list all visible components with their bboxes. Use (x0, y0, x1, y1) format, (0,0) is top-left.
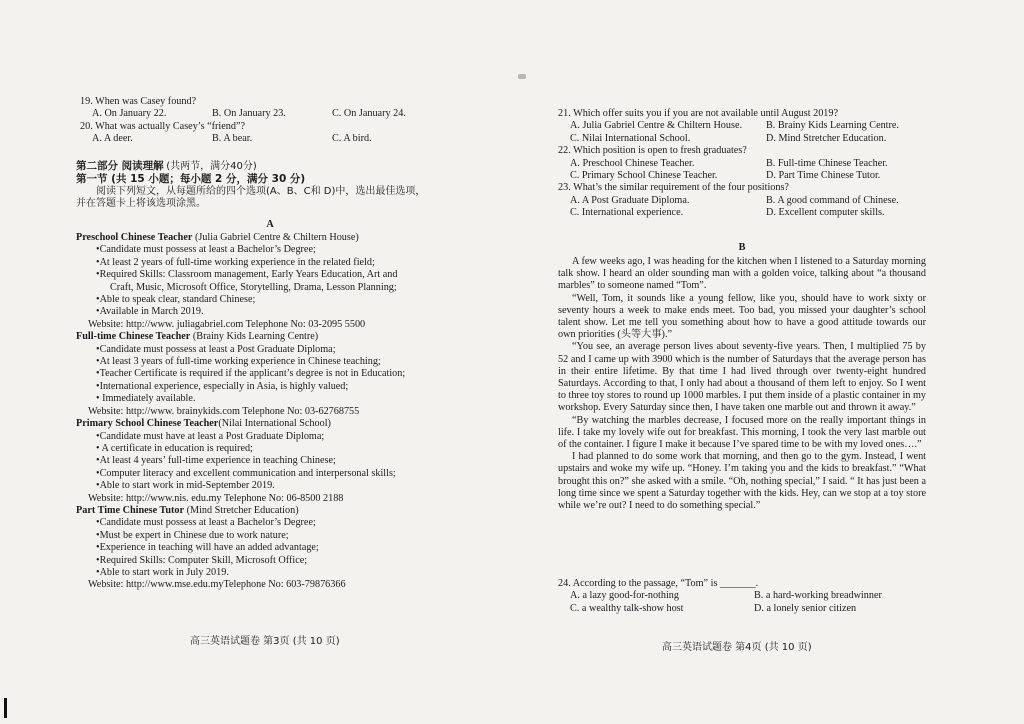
paragraph: “Well, Tom, it sounds like a young fellow, like you, should have to work sixty or seventy hours a week to make ends meet. Too bad, you missed your daughter’s school talent show. Let me tell you something about how to have a good attitude towards our own priorities (头等大事).” (558, 292, 926, 341)
question-24-options (558, 590, 882, 602)
paragraph: A few weeks ago, I was heading for the kitchen when I listened to a Saturday morning talk show. I heard an older sounding man with a golden voice, talking about “a thousand marbles” to someone named “Tom”. (558, 256, 926, 292)
question-22-options-2 (558, 170, 899, 182)
job-requirement: •Required Skills: Classroom management, Early Years Education, Art and (96, 269, 398, 281)
right-questions (558, 108, 899, 220)
job-requirement: •Available in March 2019. (96, 306, 204, 318)
option-d: D. Mind Stretcher Education. (766, 132, 887, 144)
option-b: B. On January 23. (212, 108, 286, 120)
job-requirement: •Able to speak clear, standard Chinese; (96, 294, 256, 306)
job-requirement: •Teacher Certificate is required if the applicant’s degree is not in Education; (96, 368, 406, 380)
job-requirement: •Experience in teaching will have an added advantage; (96, 542, 319, 554)
option-c: C. On January 24. (332, 108, 406, 120)
question-20-options (80, 133, 406, 145)
part2-points: (共两节，满分40分) (166, 161, 257, 172)
option-a: A. a lazy good-for-nothing (570, 590, 679, 602)
job-requirement: •Candidate must possess at least a Bachelor’s Degree; (96, 244, 316, 256)
job-website: Website: http://www. brainykids.com Telephone No: 03-62768755 (88, 405, 360, 417)
paragraph: “You see, an average person lives about seventy-five years. Then, I multiplied 75 by 52 and I came up with 3900 which is the number of Saturdays that the average person has in their entire lifetime. By that time I had lived through over twenty-eight hundred Saturdays. According to that, I only had about a thousand of them left to enjoy. So I went to three toy stores to round up 1000 marbles. I put them inside of a plastic container in my workshop. Every Saturday since then, I have taken one marble out and thrown it away.” (558, 341, 926, 414)
job-title: Primary School Chinese Teacher(Nilai International School) (76, 418, 331, 430)
left-page-footer: 高三英语试题卷 第3页 (共 10 页) (190, 636, 340, 647)
job-listings (76, 232, 405, 592)
paragraph: “By watching the marbles decrease, I focused more on the really important things in life. I take my lovely wife out for breakfast. This morning, I took the very last marble out of the container. I figure I make it because I’ve spared time to be with my loved ones….” (558, 414, 926, 451)
option-b: B. Brainy Kids Learning Centre. (766, 120, 899, 132)
question-23: 23. What’s the similar requirement of the four positions? (558, 182, 789, 194)
question-24-options-2 (558, 603, 882, 615)
instruction-line-2: 并在答题卡上将该选项涂黑。 (76, 198, 206, 210)
job-title: Preschool Chinese Teacher (Julia Gabriel Centre & Chiltern House) (76, 232, 359, 243)
section1-heading: 第一节 (共 15 小题；每小题 2 分，满分 30 分) (76, 173, 306, 186)
passage-b-letter: B (738, 242, 746, 253)
job-website: Website: http://www.mse.edu.myTelephone No: 603-79876366 (88, 579, 346, 591)
part2-title: 第二部分 阅读理解 (76, 160, 164, 172)
question-19-options (80, 108, 406, 120)
passage-a-letter: A (266, 219, 274, 230)
option-a: A. A deer. (92, 133, 133, 145)
question-24: 24. According to the passage, “Tom” is _______. (558, 578, 759, 589)
reading-section-header (76, 160, 425, 211)
job-requirement: • A certificate in education is required; (96, 442, 253, 454)
job-requirement: •Required Skills: Computer Skill, Microsoft Office; (96, 554, 308, 566)
paragraph: I had planned to do some work that morning, and then go to the gym. Instead, I went upstairs and woke my wife up. “Honey. I’m taking you and the kids to breakfast.” “What brought this on?” she asked with a smile. “Oh, nothing special,” I said. “ It has just been a long time since we spent a Saturday together with the kids. Hey, can we stop at a toy store while we’re out? I need to do something special.” (558, 451, 926, 512)
job-requirement: •Candidate must possess at least a Post Graduate Diploma; (96, 343, 336, 355)
question-19: 19. When was Casey found? (80, 96, 197, 107)
instruction-line-1: 阅读下列短文，从每题所给的四个选项(A、B、C和 D)中，选出最佳选项， (96, 185, 426, 197)
job-requirement: •Computer literacy and excellent communication and interpersonal skills; (96, 467, 396, 479)
question-23-options (558, 195, 899, 207)
job-requirement: •Able to start work in mid-September 2019. (96, 480, 275, 492)
question-21-options (558, 120, 899, 132)
question-21-options-2 (558, 133, 899, 145)
option-a: A. A Post Graduate Diploma. (570, 194, 690, 206)
option-c: C. Primary School Chinese Teacher. (570, 170, 718, 182)
job-requirement: • Immediately available. (96, 393, 196, 405)
job-website: Website: http://www. juliagabriel.com Telephone No: 03-2095 5500 (88, 318, 366, 330)
question-22-options (558, 158, 899, 170)
job-requirement: •Candidate must have at least a Post Graduate Diploma; (96, 430, 325, 442)
option-c: C. a wealthy talk-show host (570, 602, 684, 614)
option-b: B. Full-time Chinese Teacher. (766, 157, 888, 169)
option-b: B. A good command of Chinese. (766, 194, 899, 206)
option-c: C. Nilai International School. (570, 132, 691, 144)
option-c: C. International experience. (570, 207, 684, 219)
option-a: A. Julia Gabriel Centre & Chiltern House. (570, 120, 743, 132)
passage-b (558, 256, 926, 512)
right-page (512, 0, 1024, 724)
question-23-options-2 (558, 207, 899, 219)
option-b: B. a hard-working breadwinner (754, 590, 882, 602)
question-22: 22. Which position is open to fresh graduates? (558, 145, 747, 157)
option-b: B. A bear. (212, 133, 253, 145)
question-21: 21. Which offer suits you if you are not available until August 2019? (558, 108, 839, 119)
job-requirement: •International experience, especially in Asia, is highly valued; (96, 380, 349, 392)
option-a: A. On January 22. (92, 108, 167, 120)
right-page-footer: 高三英语试题卷 第4页 (共 10 页) (662, 642, 812, 653)
option-a: A. Preschool Chinese Teacher. (570, 157, 695, 169)
option-d: D. Excellent computer skills. (766, 207, 885, 219)
option-c: C. A bird. (332, 133, 372, 145)
scan-smudge (518, 74, 526, 79)
question-20: 20. What was actually Casey’s “friend”? (80, 120, 246, 132)
job-requirement: •Must be expert in Chinese due to work nature; (96, 529, 289, 541)
job-requirement: •Candidate must possess at least a Bachelor’s Degree; (96, 517, 316, 529)
scan-edge-mark (4, 698, 7, 718)
part2-heading (76, 160, 425, 173)
left-questions (80, 96, 406, 146)
option-d: D. Part Time Chinese Tutor. (766, 170, 881, 182)
job-requirement: •At least 4 years’ full-time experience in teaching Chinese; (96, 455, 336, 467)
job-requirement: •At least 2 years of full-time working experience in the related field; (96, 256, 375, 268)
question-24-block (558, 578, 882, 615)
job-requirement: •Able to start work in July 2019. (96, 566, 229, 578)
option-d: D. a lonely senior citizen (754, 602, 857, 614)
job-website: Website: http://www.nis. edu.my Telephone No: 06-8500 2188 (88, 492, 344, 504)
job-title: Part Time Chinese Tutor (Mind Stretcher Education) (76, 504, 299, 516)
job-requirement: Craft, Music, Microsoft Office, Storytelling, Drama, Lesson Planning; (110, 281, 397, 293)
job-title: Full-time Chinese Teacher (Brainy Kids Learning Centre) (76, 331, 319, 343)
job-requirement: •At least 3 years of full-time working experience in Chinese teaching; (96, 356, 381, 368)
